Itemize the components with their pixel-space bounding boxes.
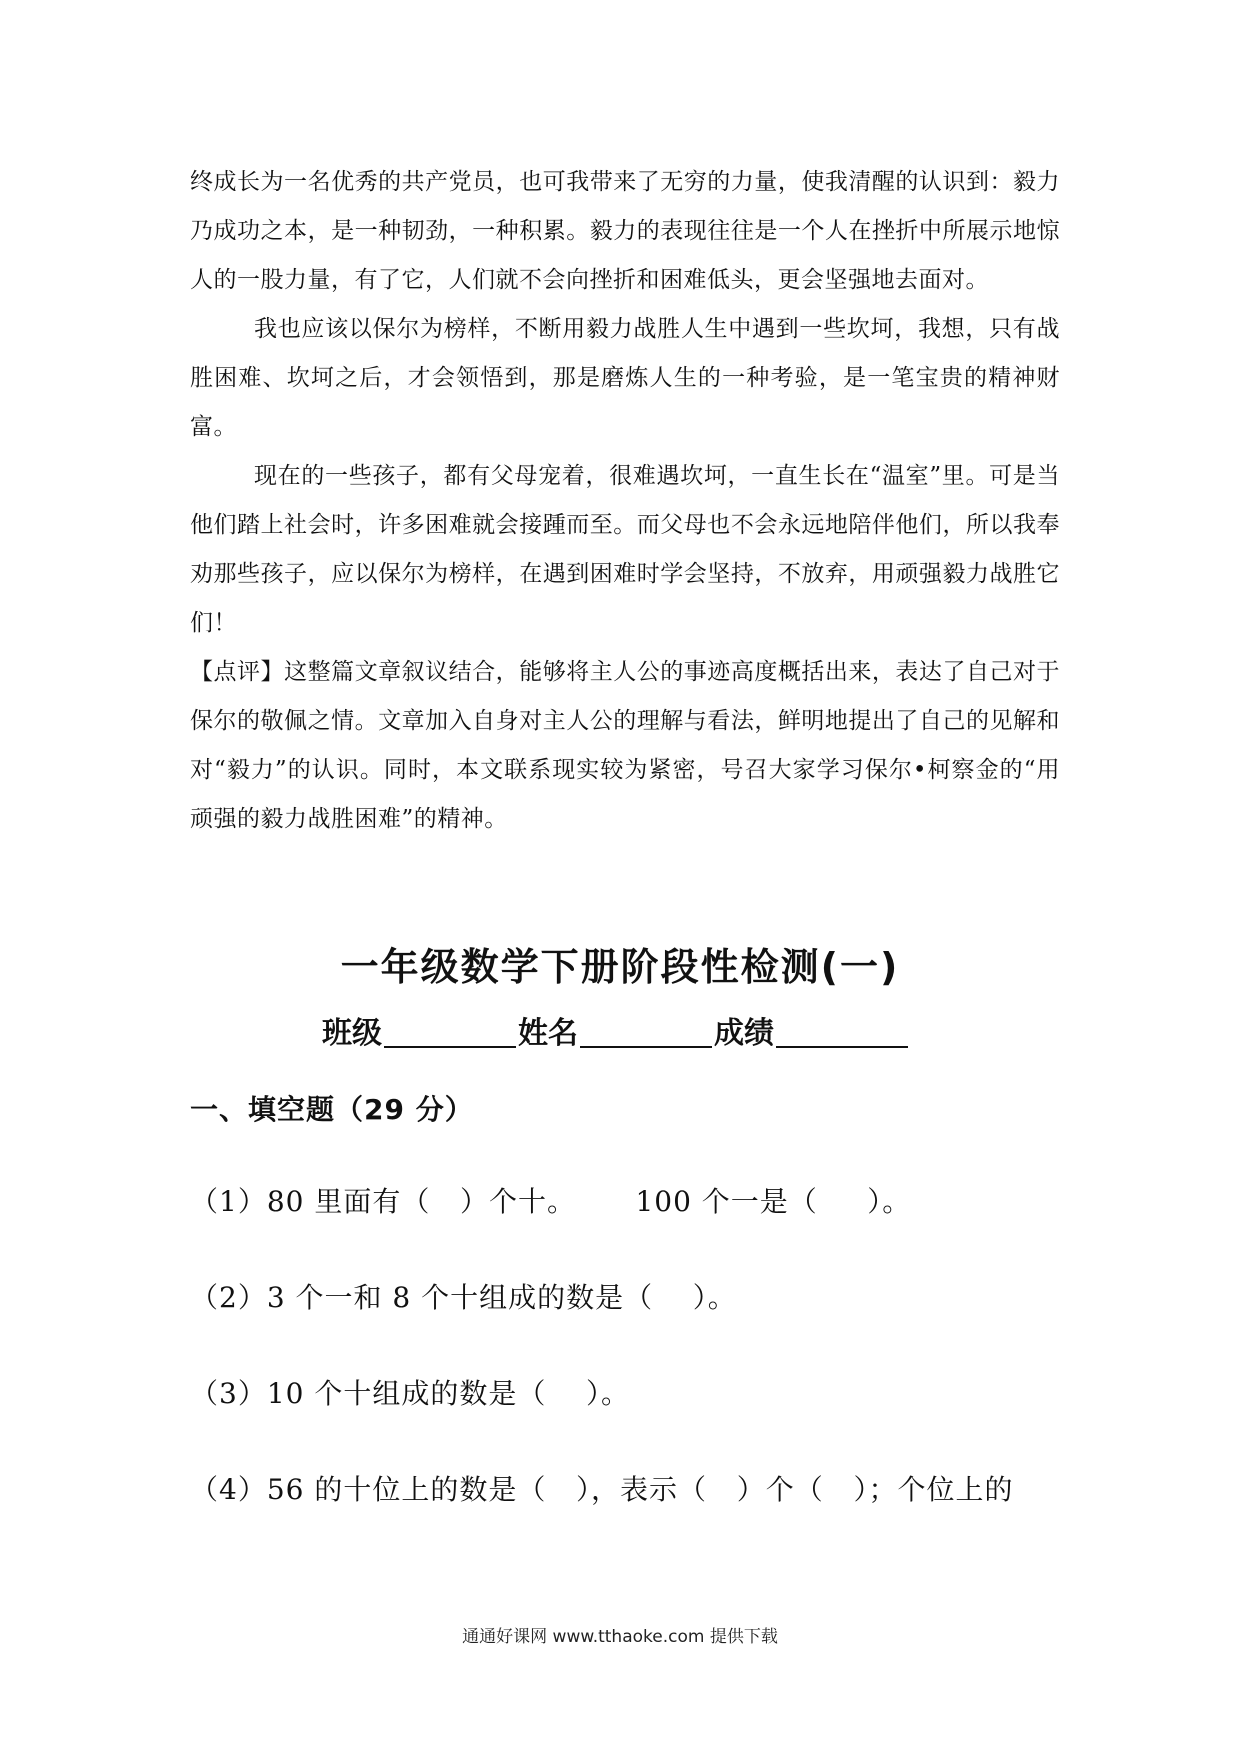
question-item: （2）3 个一和 8 个十组成的数是（ ）。: [190, 1281, 737, 1314]
essay-section: [190, 158, 1060, 844]
page-footer: 通通好课网 www.tthaoke.com 提供下载: [462, 1627, 778, 1647]
score-blank[interactable]: [776, 1014, 908, 1048]
question-item: （3）10 个十组成的数是（ ）。: [190, 1377, 630, 1410]
student-info-row: [322, 1008, 910, 1052]
class-blank[interactable]: [384, 1014, 516, 1048]
essay-paragraph: 我也应该以保尔为榜样，不断用毅力战胜人生中遇到一些坎坷，我想，只有战胜困难、坎坷之后，才会领悟到，那是磨炼人生的一种考验，是一笔宝贵的精神财富。: [190, 316, 1060, 440]
essay-paragraph: 终成长为一名优秀的共产党员，也可我带来了无穷的力量，使我清醒的认识到：毅力乃成功之本，是一种韧劲，一种积累。毅力的表现往往是一个人在挫折中所展示地惊人的一股力量，有了它，人们就不会向挫折和困难低头，更会坚强地去面对。: [190, 169, 1060, 293]
essay-paragraph: 现在的一些孩子，都有父母宠着，很难遇坎坷，一直生长在“温室”里。可是当他们踏上社会时，许多困难就会接踵而至。而父母也不会永远地陪伴他们，所以我奉劝那些孩子，应以保尔为榜样，在遇到困难时学会坚持，不放弃，用顽强毅力战胜它们！: [190, 463, 1060, 636]
class-label: 班级: [322, 1016, 382, 1051]
name-label: 姓名: [518, 1016, 578, 1051]
score-label: 成绩: [714, 1016, 774, 1051]
question-item: （4）56 的十位上的数是（ ），表示（ ）个（ ）；个位上的: [190, 1473, 1014, 1506]
section-heading-fill-blank: 一、填空题（29 分）: [190, 1093, 474, 1126]
question-item: （1）80 里面有（ ）个十。 100 个一是（ ）。: [190, 1185, 912, 1218]
review-paragraph: 【点评】这整篇文章叙议结合，能够将主人公的事迹高度概括出来，表达了自己对于保尔的敬佩之情。文章加入自身对主人公的理解与看法，鲜明地提出了自己的见解和对“毅力”的认识。同时，本文联系现实较为紧密，号召大家学习保尔•柯察金的“用顽强的毅力战胜困难”的精神。: [190, 659, 1060, 832]
exam-title: 一年级数学下册阶段性检测(一): [340, 945, 900, 989]
name-blank[interactable]: [580, 1014, 712, 1048]
